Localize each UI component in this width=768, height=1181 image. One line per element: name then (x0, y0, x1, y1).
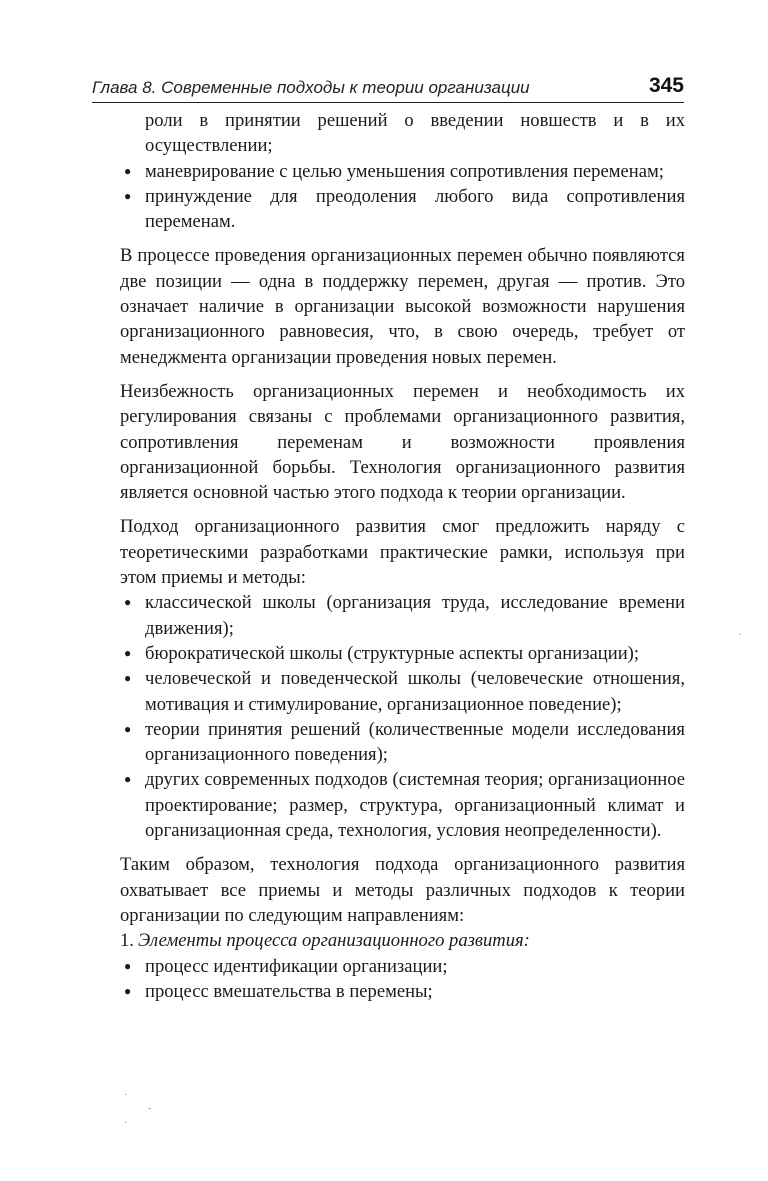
list-item: ● маневрирование с целью уменьшения сопротивления переменам; (120, 159, 685, 184)
scan-speck: · (124, 1090, 128, 1101)
list-item: ● бюрократической школы (структурные аспекты организации); (120, 641, 685, 666)
list-item: ● других современных подходов (системная теория; организационное проектирование; размер, структура, организационный климат и организационная среда, технология, условия неопределенности). (120, 767, 685, 843)
scan-speck: · (124, 1118, 128, 1129)
list-item: ● классической школы (организация труда, исследование времени движения); (120, 590, 685, 641)
list-item: ● процесс вмешательства в перемены; (120, 979, 685, 1004)
list-item: ● теории принятия решений (количественные модели исследования организационного поведения); (120, 717, 685, 768)
list-item: ● принуждение для преодоления любого вида сопротивления переменам. (120, 184, 685, 235)
paragraph: В процессе проведения организационных перемен обычно появляются две позиции — одна в поддержку перемен, другая — против. Это означает наличие в организации высокой возможности нарушения организационного равновесия, что, в свою очередь, требует от менеджмента организации проведения новых перемен. (120, 245, 685, 368)
list-item: ● человеческой и поведенческой школы (человеческие отношения, мотивация и стимулирование, организационное поведение); (120, 666, 685, 717)
scan-speck: · (738, 630, 742, 641)
running-header (92, 72, 684, 103)
numbered-heading-text: Элементы процесса организационного развития: (137, 930, 530, 952)
continued-list-item: роли в принятии решений о введении новшеств и в их осуществлении; (145, 110, 685, 157)
numbered-heading (120, 928, 685, 953)
paragraph: Подход организационного развития смог предложить наряду с теоретическими разработками практические рамки, используя при этом приемы и методы: (120, 516, 685, 589)
list-item: ● процесс идентификации организации; (120, 954, 685, 979)
page-body (120, 108, 685, 1004)
chapter-title: Глава 8. Современные подходы к теории организации (92, 78, 530, 97)
paragraph: Неизбежность организационных перемен и необходимость их регулирования связаны с проблемами организационного развития, сопротивления переменам и возможности проявления организационной борьбы. Технология организационного развития является основной частью этого подхода к теории организации. (120, 380, 685, 504)
scan-speck: - (148, 1103, 152, 1114)
list-number: 1. (120, 930, 134, 952)
paragraph: Таким образом, технология подхода организационного развития охватывает все приемы и методы различных подходов к теории организации по следующим направлениям: (120, 854, 685, 926)
page-number: 345 (648, 74, 684, 97)
